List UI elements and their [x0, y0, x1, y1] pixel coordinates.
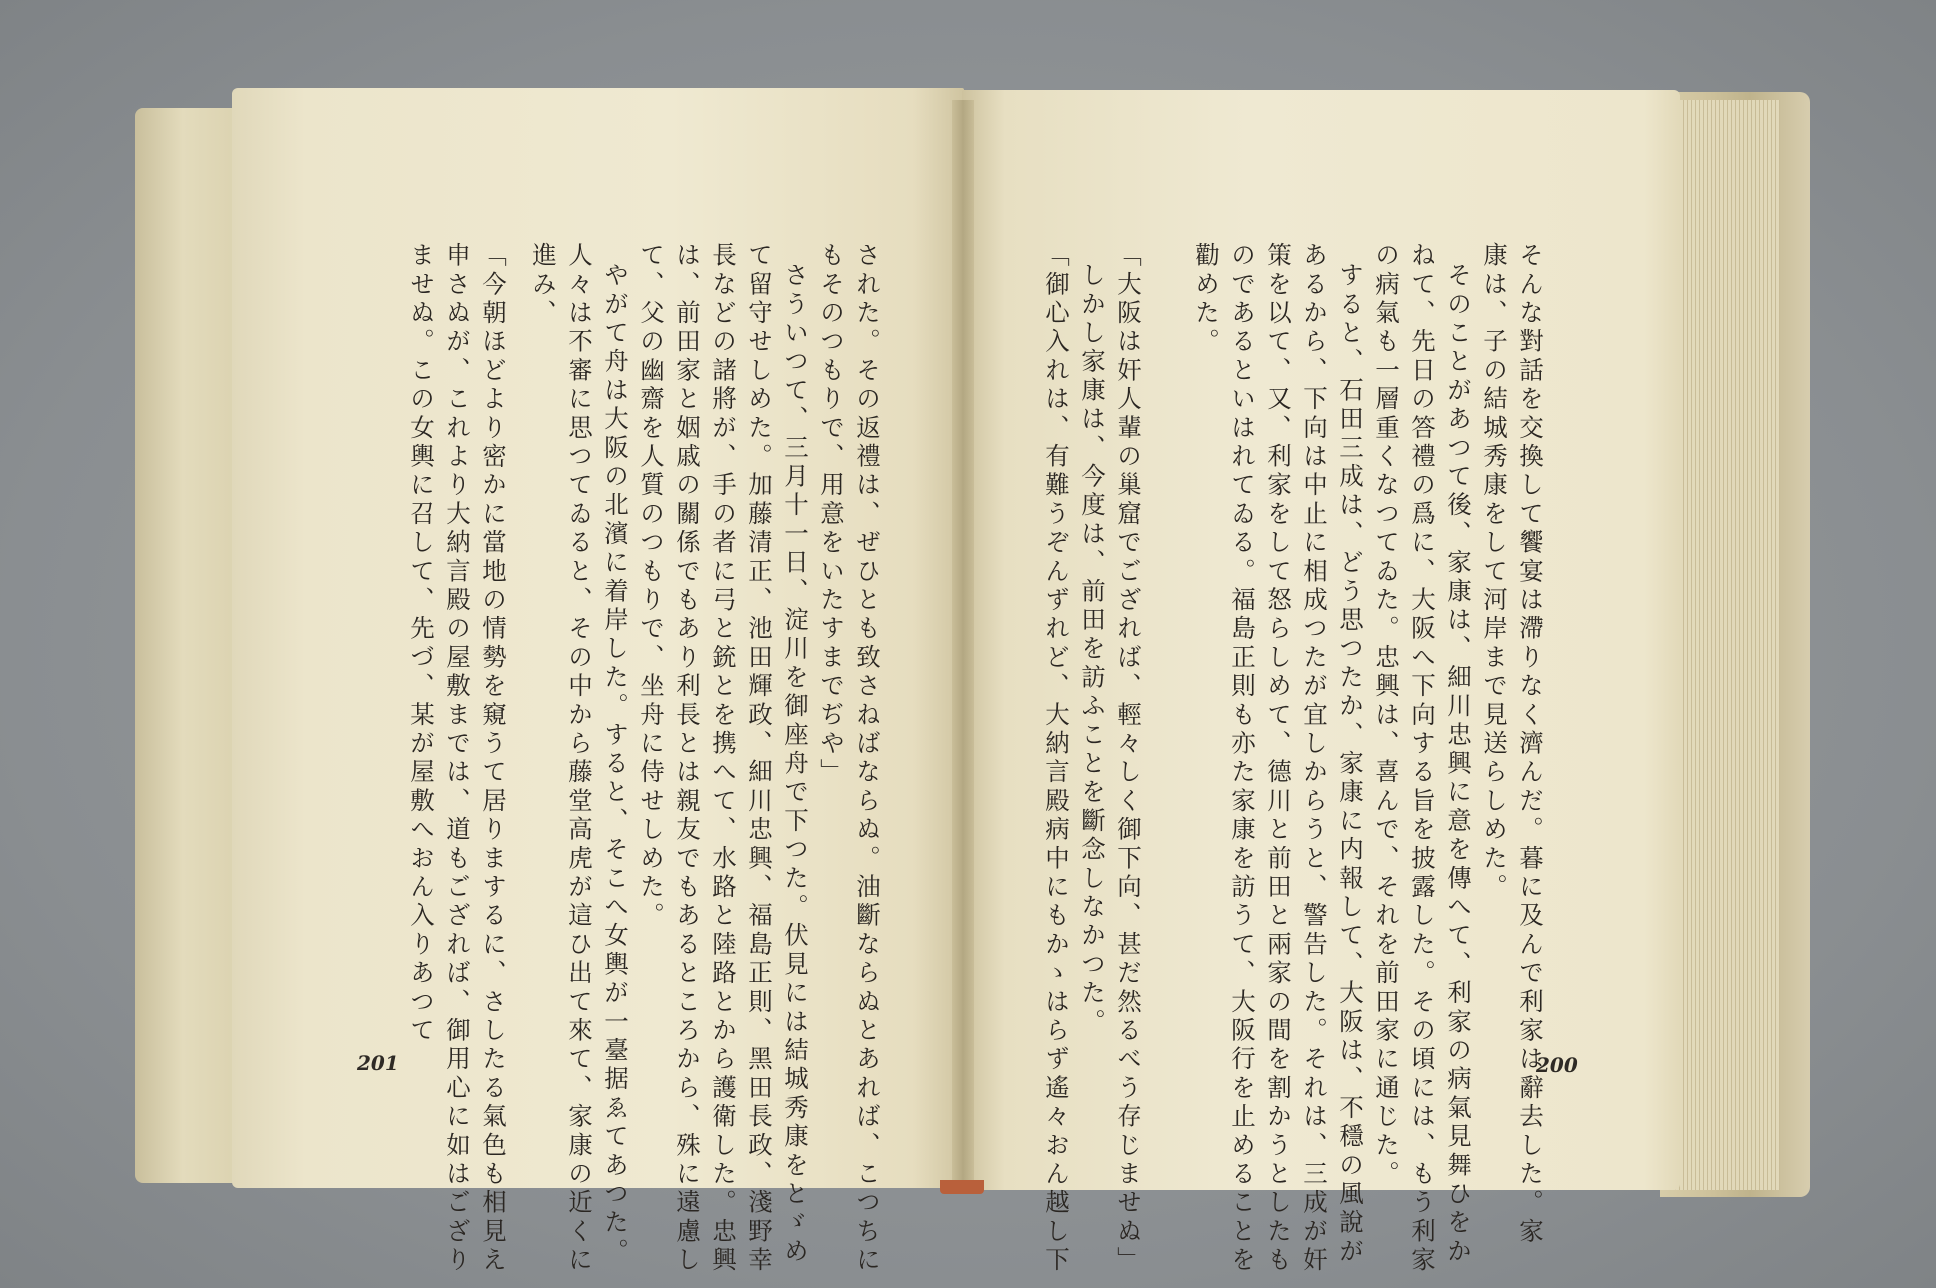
left-page-line-2: もそのつもりで、用意をいたすまでぢや」	[817, 242, 846, 788]
right-page-line-6: すると、石田三成は、どう思つたか、家康に内報して、大阪は、不穩の風說が	[1336, 262, 1365, 1267]
right-page-line-8: 策を以て、又、利家をして怒らしめて、德川と前田と兩家の間を割かうとしたも	[1264, 242, 1293, 1276]
right-page-line-1: そんな對話を交換して饗宴は滯りなく濟んだ。暮に及んで利家は辭去した。家	[1516, 242, 1545, 1247]
right-page-number: 200	[1536, 1053, 1578, 1077]
left-page-line-10: 進み、	[529, 242, 558, 329]
left-page-line-3: さういつて、三月十一日、淀川を御座舟で下つた。伏見には結城秀康をとゞめ	[781, 262, 810, 1267]
left-page-line-9: 人々は不審に思つてゐると、その中から藤堂高虎が這ひ出て來て、家康の近くに	[565, 242, 594, 1276]
left-page-line-13: ませぬ。この女輿に召して、先づ、某が屋敷へおん入りあつて	[407, 242, 436, 1046]
right-page-line-5: の病氣も一層重くなつてゐた。忠興は、喜んで、それを前田家に通じた。	[1372, 242, 1401, 1190]
left-page-line-1: された。その返禮は、ぜひとも致さねばならぬ。油斷ならぬとあれば、こつちに	[853, 242, 882, 1276]
right-page-line-10: 勸めた。	[1192, 242, 1221, 357]
right-page-line-7: あるから、下向は中止に相成つたが宜しからうと、警告した。それは、三成が奸	[1300, 242, 1329, 1276]
left-page-line-11: 「今朝ほどより密かに當地の情勢を窺うて居りまするに、さしたる氣色も相見え	[479, 242, 508, 1276]
left-page-line-12: 申さぬが、これより大納言殿の屋敷までは、道もござれば、御用心に如はござり	[443, 242, 472, 1276]
left-page-line-6: は、前田家と姻戚の關係でもあり利長とは親友でもあるところから、殊に遠慮し	[673, 242, 702, 1276]
right-page-line-4: ねて、先日の答禮の爲に、大阪へ下向する旨を披露した。その頃には、もう利家	[1408, 242, 1437, 1276]
right-page-line-2: 康は、子の結城秀康をして河岸まで見送らしめた。	[1480, 242, 1509, 903]
right-page-line-3: そのことがあつて後、家康は、細川忠興に意を傳へて、利家の病氣見舞ひをか	[1444, 262, 1473, 1267]
right-page-line-9: のであるといはれてゐる。福島正則も亦た家康を訪うて、大阪行を止めることを	[1228, 242, 1257, 1276]
book-gutter	[952, 100, 974, 1185]
left-page-line-8: やがて舟は大阪の北濱に着岸した。すると、そこへ女輿が一臺据ゑてあつた。	[601, 262, 630, 1267]
right-page-line-11: 「大阪は奸人輩の巢窟でござれば、輕々しく御下向、甚だ然るべう存じませぬ」	[1114, 242, 1143, 1276]
left-page-line-4: て留守せしめた。加藤清正、池田輝政、細川忠興、福島正則、黑田長政、淺野幸	[745, 242, 774, 1276]
left-page-line-5: 長などの諸將が、手の者に弓と銃とを携へて、水路と陸路とから護衛した。忠興	[709, 242, 738, 1276]
left-page-number: 201	[357, 1051, 399, 1075]
left-page-line-7: て、父の幽齋を人質のつもりで、坐舟に侍せしめた。	[637, 242, 666, 931]
right-page-line-13: 「御心入れは、有難うぞんずれど、大納言殿病中にもかゝはらず遙々おん越し下	[1042, 242, 1071, 1276]
right-page-line-12: しかし家康は、今度は、前田を訪ふことを斷念しなかつた。	[1078, 262, 1107, 1037]
spine-bottom	[940, 1180, 984, 1194]
